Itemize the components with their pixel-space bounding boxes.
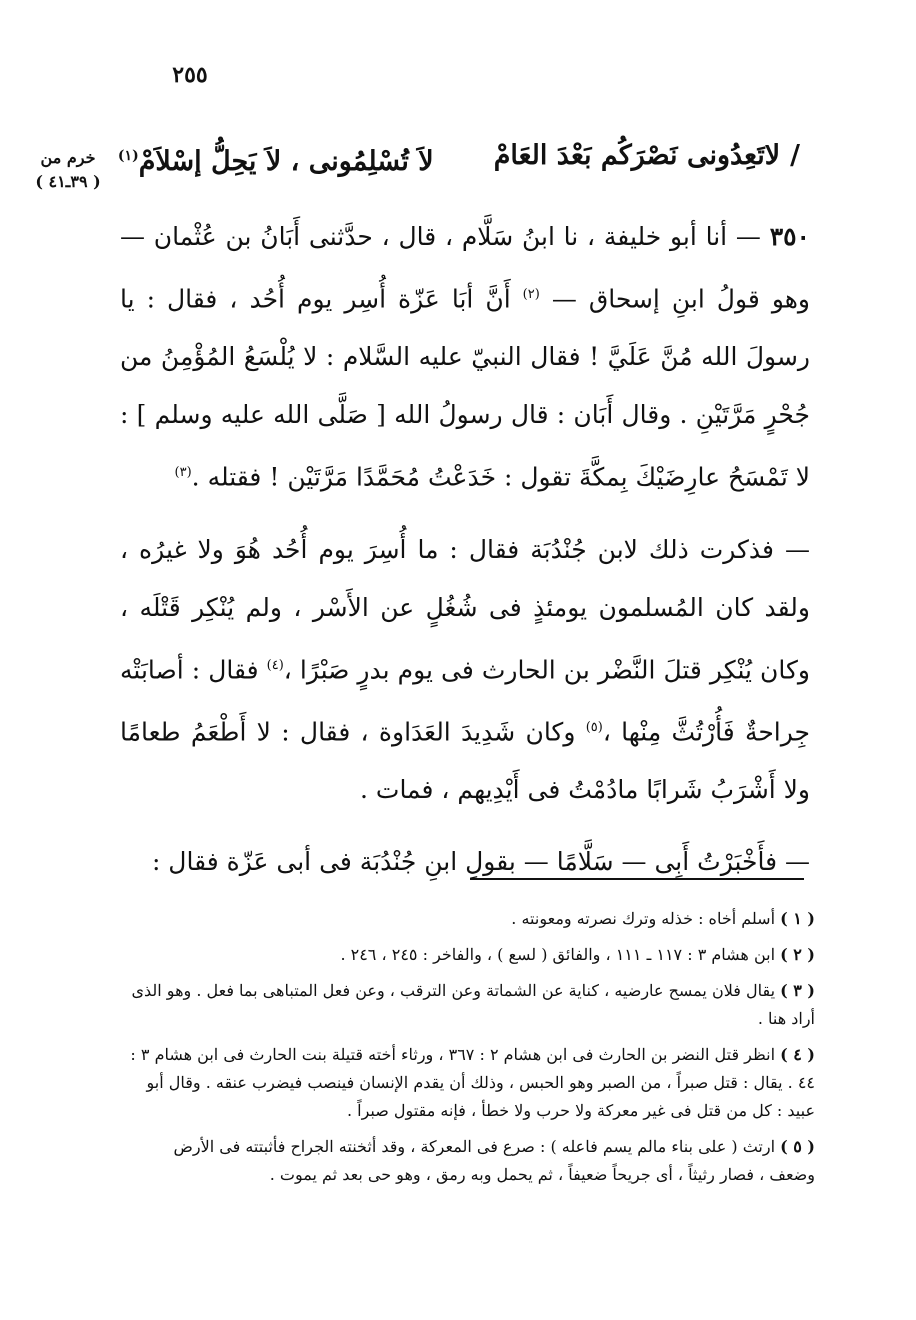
footnote-number: ( ٢ ) [780, 945, 815, 964]
footnote-text: أسلم أخاه : خذله وترك نصرته ومعونته . [511, 909, 776, 928]
margin-note-line-1: خرم من [40, 148, 96, 167]
page-number: ٢٥٥ [172, 62, 208, 88]
paragraph-sallam [120, 833, 810, 891]
footnote-text: ابن هشام ٣ : ١١٧ ـ ١١١ ، والفائق ( لسع ) ، والفاخر : ٢٤٥ ، ٢٤٦ . [340, 945, 776, 964]
footnote-5 [125, 1133, 815, 1189]
paragraph-text: — فذكرت ذلك لابن جُنْدُبَة فقال : ما أُسِرَ يوم أُحُد هُوَ ولا غيرُه ، ولقد كان المُسلمون يومئذٍ فى شُغُلٍ عن الأَسْر ، ولم يُنْكِر قَتْلَه ، وكان يُنْكِر قتلَ النَّضْر بن الحارث فى يوم بدرٍ صَبْرًا ، [120, 534, 810, 684]
footnote-2 [125, 941, 815, 969]
paragraph-350 [120, 208, 810, 507]
verse-page-break-slash-icon: / [790, 140, 800, 171]
margin-note [18, 146, 118, 194]
footnote-number: ( ٥ ) [780, 1137, 815, 1156]
main-text [120, 208, 810, 891]
verse-hemistich-1: لاتَعِدُونى نَصْرَكُم بَعْدَ العَامْ [493, 140, 781, 171]
footnote-text: ارتث ( على بناء مالم يسم فاعله ) : صرع فى المعركة ، وقد أثخنته الجراح فأثبتته فى الأرض وضعف ، فصار رثيثاً ، أى جريحاً ضعيفاً ، ثم يحمل وبه رمق ، وهو حى بعد ثم يموت . [173, 1137, 815, 1184]
footnote-number: ( ٤ ) [780, 1045, 815, 1064]
paragraph-text: — أنا أبو خليفة ، نا ابنُ سَلَّام ، قال ، حدَّثنى أَبَانُ بن عُثْمان — وهو قولُ ابنِ إسحاق — [120, 222, 811, 314]
footnote-separator [470, 878, 804, 880]
verse-hemistich-2 [118, 128, 434, 190]
footnote-marker-4: (٤) [266, 657, 284, 673]
paragraph-jundubah [120, 521, 810, 820]
paragraph-text: وكان شَدِيدَ العَدَاوة ، فقال : لا أَطْعَمُ طعامًا ولا أَشْرَبُ شَرابًا مادُمْتُ فى أَيْدِيهم ، فمات . [120, 717, 810, 805]
footnote-1 [125, 905, 815, 933]
footnote-marker-5: (٥) [585, 719, 603, 735]
footnotes [125, 905, 815, 1197]
paragraph-text: — فأَخْبَرْتُ أَبِى — سَلَّامًا — بقولِ ابنِ جُنْدُبَة فى أبى عَزّة فقال : [151, 847, 810, 877]
footnote-text: انظر قتل النضر بن الحارث فى ابن هشام ٢ : ٣٦٧ ، ورثاء أخته قتيلة بنت الحارث فى ابن هشام ٣ : ٤٤ . يقال : قتل صبراً ، من الصبر وهو الحبس ، وذلك أن يقدم الإنسان فينصب فيضرب عنقه . وقال أبو عبيد : كل من قتل فى غير معركة ولا حرب ولا خطأ ، فإنه مقتول صبراً . [130, 1045, 815, 1120]
footnote-marker-3: (٣) [174, 465, 192, 481]
verse-hemistich-2-text: لاَ تُسْلِمُونى ، لاَ يَحِلُّ إسْلاَمْ [138, 146, 434, 177]
footnote-4 [125, 1041, 815, 1125]
footnote-marker-2: (٢) [522, 287, 540, 302]
footnote-text: يقال فلان يمسح عارضيه ، كناية عن الشماتة وعن الترقب ، وعن فعل المتباهى بما فعل . وهو الذى أراد هنا . [131, 981, 815, 1028]
paragraph-text: فقال : أصابَتْه جِراحةٌ فَأُرْتُثَّ مِنْها ، [120, 654, 810, 747]
paragraph-text: أَنَّ أبَا عَزّة أُسِر يوم أُحُد ، فقال : يا رسولَ الله مُنَّ عَلَيَّ ! فقال النبيّ عليه السَّلام : لا يُلْسَعُ المُؤْمِنُ من جُحْرٍ مَرَّتَيْنِ . وقال أَبَان : قال رسولُ الله [ صَلَّى الله عليه وسلم ] : لا تَمْسَحُ عارِضَيْكَ بِمكَّةَ تقول : خَدَعْتُ مُحَمَّدًا مَرَّتَيْن ! فقتله . [120, 284, 810, 492]
paragraph-number: ٣٥٠ [769, 222, 810, 251]
footnote-number: ( ٣ ) [780, 981, 815, 1000]
footnote-number: ( ١ ) [780, 909, 815, 928]
margin-note-line-2: ( ٣٩ـ٤١ ) [35, 172, 101, 191]
footnote-marker-1: (١) [117, 148, 139, 164]
footnote-3 [125, 977, 815, 1033]
verse-line [117, 128, 800, 190]
